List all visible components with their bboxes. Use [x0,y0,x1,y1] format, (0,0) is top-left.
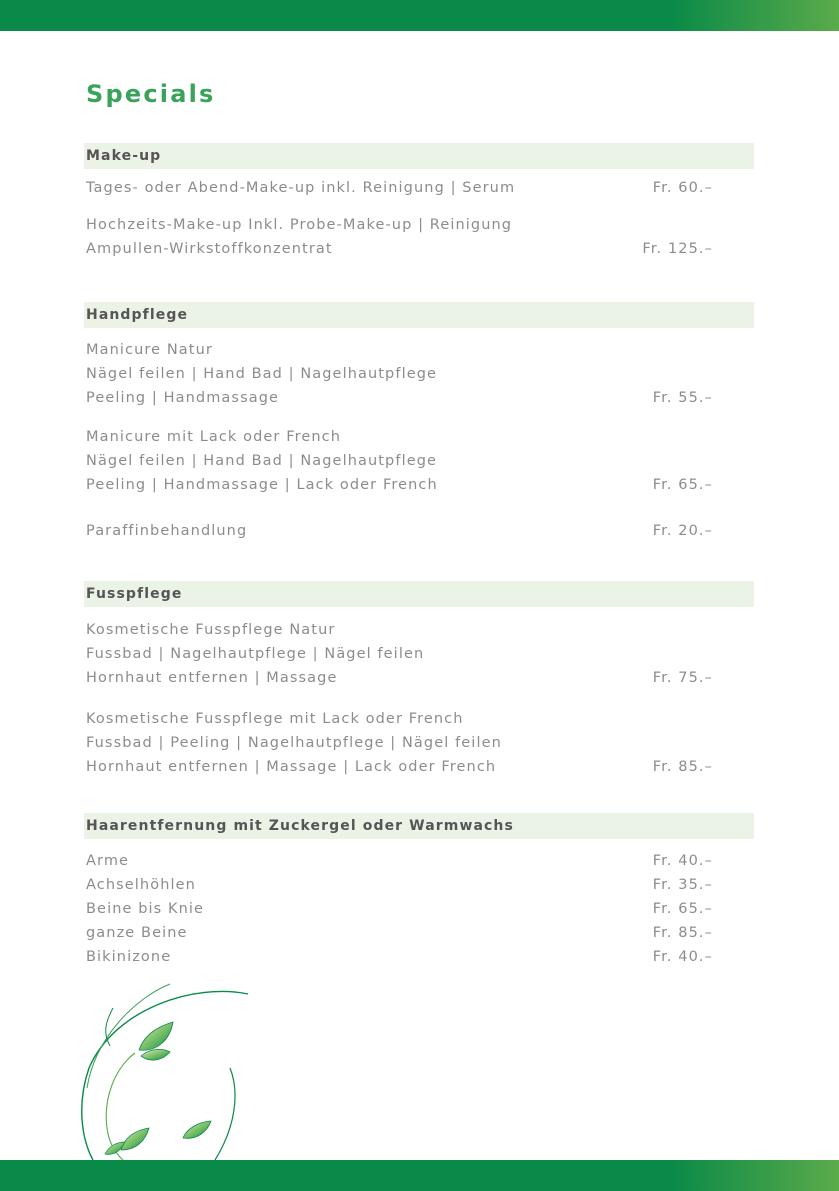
item-line: Manicure mit Lack oder French [86,429,342,445]
leaf-vine-decoration [75,978,255,1160]
section-heading-haarentfernung: Haarentfernung mit Zuckergel oder Warmwachs [84,813,754,839]
item-line: Peeling | Handmassage [86,390,280,406]
section-heading-handpflege: Handpflege [84,302,754,328]
item-line: Nägel feilen | Hand Bad | Nagelhautpflege [86,453,438,469]
item-line: Hornhaut entfernen | Massage [86,670,338,686]
item-line: Hornhaut entfernen | Massage | Lack oder French [86,759,497,775]
item-line: Arme [86,853,130,869]
item-line: ganze Beine [86,925,188,941]
item-line: Manicure Natur [86,342,213,358]
item-line: Peeling | Handmassage | Lack oder French [86,477,438,493]
item-line: Kosmetische Fusspflege Natur [86,622,336,638]
item-price: Fr. 65.– [652,477,713,493]
page-title: Specials [86,80,216,108]
item-line: Tages- oder Abend-Make-up inkl. Reinigung | Serum [86,180,516,196]
bottom-band [0,1160,839,1191]
item-line: Fussbad | Peeling | Nagelhautpflege | Nägel feilen [86,735,502,751]
item-line: Kosmetische Fusspflege mit Lack oder French [86,711,464,727]
item-line: Bikinizone [86,949,172,965]
item-price: Fr. 20.– [652,523,713,539]
item-price: Fr. 40.– [652,949,713,965]
item-price: Fr. 85.– [652,925,713,941]
item-line: Hochzeits-Make-up Inkl. Probe-Make-up | Reinigung [86,217,513,233]
item-line: Nägel feilen | Hand Bad | Nagelhautpflege [86,366,438,382]
item-line: Achselhöhlen [86,877,196,893]
item-price: Fr. 55.– [652,390,713,406]
item-price: Fr. 35.– [652,877,713,893]
item-line: Paraffinbehandlung [86,523,248,539]
section-heading-fusspflege: Fusspflege [84,581,754,607]
item-price: Fr. 40.– [652,853,713,869]
item-price: Fr. 125.– [642,241,713,257]
item-price: Fr. 75.– [652,670,713,686]
item-price: Fr. 65.– [652,901,713,917]
section-heading-makeup: Make-up [84,143,754,169]
item-line: Fussbad | Nagelhautpflege | Nägel feilen [86,646,425,662]
item-line: Ampullen-Wirkstoffkonzentrat [86,241,333,257]
item-price: Fr. 85.– [652,759,713,775]
item-price: Fr. 60.– [652,180,713,196]
item-line: Beine bis Knie [86,901,205,917]
top-band [0,0,839,31]
